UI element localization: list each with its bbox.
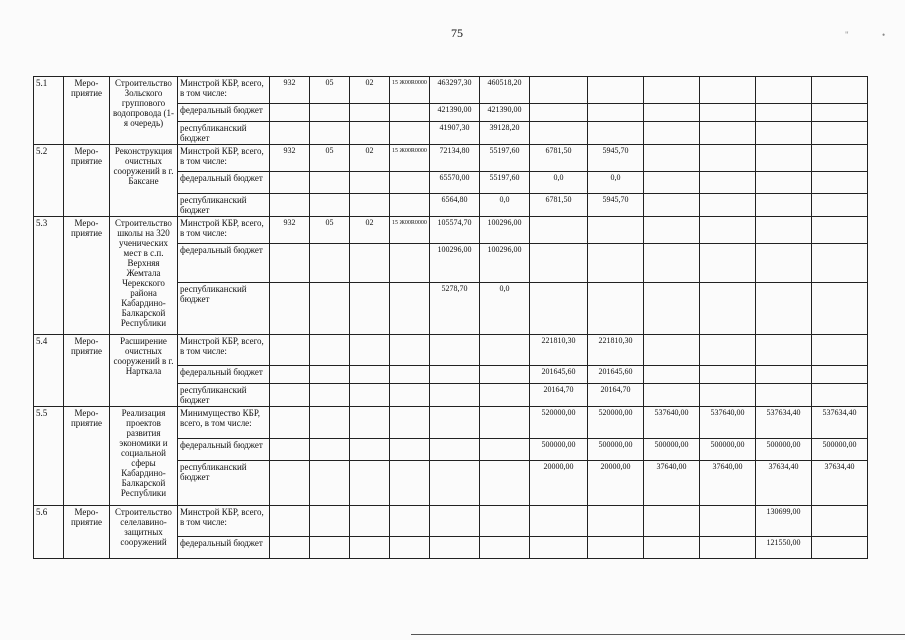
amount-cell: 221810,30 (530, 335, 588, 366)
amount-cell (644, 335, 700, 366)
amount-cell (644, 244, 700, 283)
amount-cell: 0,0 (480, 194, 530, 217)
amount-cell (812, 384, 868, 407)
amount-cell (756, 366, 812, 384)
amount-cell: 520000,00 (530, 407, 588, 439)
amount-cell (430, 384, 480, 407)
measure-name: Реализация проектов развития экономики и социальной сферы Кабардино-Балкарской Республики (110, 407, 178, 506)
amount-cell (644, 537, 700, 559)
section-code (310, 122, 350, 145)
subsection-code (350, 366, 390, 384)
amount-cell: 221810,30 (588, 335, 644, 366)
subsection-code (350, 104, 390, 122)
section-code (310, 384, 350, 407)
amount-cell (700, 283, 756, 335)
amount-cell (812, 145, 868, 172)
amount-cell (480, 366, 530, 384)
table-row (34, 335, 868, 366)
amount-cell (812, 537, 868, 559)
amount-cell: 20164,70 (530, 384, 588, 407)
funding-source: федеральный бюджет (178, 537, 270, 559)
amount-cell (756, 122, 812, 145)
measure-type: Меро-приятие (64, 506, 110, 559)
amount-cell (480, 461, 530, 506)
amount-cell: 537640,00 (700, 407, 756, 439)
amount-cell: 201645,60 (530, 366, 588, 384)
amount-cell (812, 283, 868, 335)
amount-cell (644, 283, 700, 335)
amount-cell (588, 77, 644, 104)
amount-cell (700, 77, 756, 104)
amount-cell (530, 244, 588, 283)
amount-cell (812, 217, 868, 244)
section-code (310, 335, 350, 366)
amount-cell: 6781,50 (530, 194, 588, 217)
amount-cell: 37634,40 (812, 461, 868, 506)
table-row (34, 145, 868, 172)
target-article-code (390, 407, 430, 439)
budget-table (33, 76, 868, 559)
amount-cell: 20164,70 (588, 384, 644, 407)
amount-cell (756, 384, 812, 407)
target-article-code (390, 122, 430, 145)
amount-cell (644, 366, 700, 384)
grbs-code (270, 104, 310, 122)
funding-source: Минимущество КБР, всего, в том числе: (178, 407, 270, 439)
subsection-code (350, 172, 390, 194)
amount-cell (700, 335, 756, 366)
amount-cell: 39128,20 (480, 122, 530, 145)
bottom-edge-line (411, 634, 905, 635)
amount-cell: 500000,00 (588, 439, 644, 461)
funding-source: Минстрой КБР, всего, в том числе: (178, 217, 270, 244)
amount-cell (588, 122, 644, 145)
target-article-code: 15 Ж00R0000 (390, 77, 430, 104)
target-article-code (390, 537, 430, 559)
amount-cell: 460518,20 (480, 77, 530, 104)
amount-cell (530, 122, 588, 145)
grbs-code: 932 (270, 217, 310, 244)
amount-cell: 500000,00 (700, 439, 756, 461)
amount-cell (480, 537, 530, 559)
amount-cell (588, 217, 644, 244)
subsection-code: 02 (350, 217, 390, 244)
amount-cell: 500000,00 (530, 439, 588, 461)
amount-cell (530, 537, 588, 559)
grbs-code (270, 384, 310, 407)
amount-cell: 537634,40 (812, 407, 868, 439)
subsection-code (350, 194, 390, 217)
table-row (34, 407, 868, 439)
section-code (310, 283, 350, 335)
subsection-code (350, 461, 390, 506)
amount-cell (700, 506, 756, 537)
amount-cell (644, 384, 700, 407)
amount-cell: 0,0 (530, 172, 588, 194)
measure-name: Строительство селелавино-защитных сооружений (110, 506, 178, 559)
measure-type: Меро-приятие (64, 217, 110, 335)
subsection-code (350, 407, 390, 439)
amount-cell (588, 537, 644, 559)
amount-cell: 5945,70 (588, 145, 644, 172)
amount-cell: 41907,30 (430, 122, 480, 145)
amount-cell (530, 104, 588, 122)
amount-cell (700, 122, 756, 145)
funding-source: Минстрой КБР, всего, в том числе: (178, 335, 270, 366)
amount-cell: 121550,00 (756, 537, 812, 559)
subsection-code (350, 537, 390, 559)
grbs-code (270, 461, 310, 506)
funding-source: республиканский бюджет (178, 283, 270, 335)
amount-cell: 6564,80 (430, 194, 480, 217)
amount-cell: 537634,40 (756, 407, 812, 439)
section-code (310, 172, 350, 194)
amount-cell (812, 104, 868, 122)
amount-cell: 100296,00 (430, 244, 480, 283)
amount-cell (812, 172, 868, 194)
target-article-code (390, 172, 430, 194)
funding-source: республиканский бюджет (178, 384, 270, 407)
measure-name: Строительство Зольского группового водопровода (1-я очередь) (110, 77, 178, 145)
amount-cell (756, 104, 812, 122)
amount-cell: 0,0 (480, 283, 530, 335)
measure-number: 5.6 (34, 506, 64, 559)
target-article-code (390, 244, 430, 283)
amount-cell: 130699,00 (756, 506, 812, 537)
funding-source: Минстрой КБР, всего, в том числе: (178, 506, 270, 537)
amount-cell (480, 407, 530, 439)
section-code (310, 104, 350, 122)
measure-name: Строительство школы на 320 ученических мест в с.п. Верхняя Жемтала Черекского района Кабардино-Балкарской Республики (110, 217, 178, 335)
funding-source: федеральный бюджет (178, 366, 270, 384)
amount-cell (812, 194, 868, 217)
amount-cell (430, 407, 480, 439)
measure-number: 5.3 (34, 217, 64, 335)
amount-cell (644, 122, 700, 145)
target-article-code (390, 194, 430, 217)
amount-cell (588, 244, 644, 283)
target-article-code (390, 384, 430, 407)
grbs-code (270, 172, 310, 194)
amount-cell (756, 194, 812, 217)
section-code: 05 (310, 145, 350, 172)
funding-source: Минстрой КБР, всего, в том числе: (178, 145, 270, 172)
amount-cell (756, 217, 812, 244)
measure-type: Меро-приятие (64, 335, 110, 407)
measure-type: Меро-приятие (64, 77, 110, 145)
amount-cell (700, 104, 756, 122)
grbs-code (270, 439, 310, 461)
amount-cell: 5278,70 (430, 283, 480, 335)
amount-cell (480, 439, 530, 461)
amount-cell: 20000,00 (530, 461, 588, 506)
target-article-code (390, 335, 430, 366)
amount-cell (530, 77, 588, 104)
grbs-code (270, 244, 310, 283)
measure-name: Расширение очистных сооружений в г. Нарткала (110, 335, 178, 407)
subsection-code (350, 244, 390, 283)
amount-cell (480, 384, 530, 407)
subsection-code: 02 (350, 145, 390, 172)
section-code: 05 (310, 217, 350, 244)
measure-number: 5.4 (34, 335, 64, 407)
amount-cell (644, 77, 700, 104)
subsection-code: 02 (350, 77, 390, 104)
amount-cell (588, 104, 644, 122)
amount-cell (644, 217, 700, 244)
amount-cell (756, 172, 812, 194)
amount-cell: 37640,00 (644, 461, 700, 506)
amount-cell: 37640,00 (700, 461, 756, 506)
amount-cell (588, 506, 644, 537)
amount-cell (480, 335, 530, 366)
amount-cell (644, 506, 700, 537)
amount-cell: 500000,00 (644, 439, 700, 461)
amount-cell: 55197,60 (480, 172, 530, 194)
amount-cell (588, 283, 644, 335)
amount-cell (530, 217, 588, 244)
section-code (310, 244, 350, 283)
amount-cell (644, 145, 700, 172)
target-article-code (390, 461, 430, 506)
grbs-code (270, 335, 310, 366)
measure-number: 5.5 (34, 407, 64, 506)
target-article-code (390, 104, 430, 122)
amount-cell (756, 145, 812, 172)
target-article-code: 15 Ж00R0000 (390, 145, 430, 172)
amount-cell: 6781,50 (530, 145, 588, 172)
amount-cell: 520000,00 (588, 407, 644, 439)
amount-cell: 463297,30 (430, 77, 480, 104)
amount-cell (644, 172, 700, 194)
amount-cell: 500000,00 (812, 439, 868, 461)
funding-source: республиканский бюджет (178, 194, 270, 217)
section-code (310, 366, 350, 384)
grbs-code (270, 283, 310, 335)
measure-number: 5.2 (34, 145, 64, 217)
amount-cell: 421390,00 (480, 104, 530, 122)
amount-cell (644, 104, 700, 122)
table-row (34, 217, 868, 244)
amount-cell: 5945,70 (588, 194, 644, 217)
page-number: 75 (451, 26, 463, 40)
grbs-code (270, 122, 310, 145)
section-code (310, 439, 350, 461)
amount-cell: 201645,60 (588, 366, 644, 384)
amount-cell (812, 122, 868, 145)
grbs-code: 932 (270, 145, 310, 172)
funding-source: федеральный бюджет (178, 104, 270, 122)
amount-cell: 100296,00 (480, 217, 530, 244)
amount-cell (812, 335, 868, 366)
funding-source: республиканский бюджет (178, 122, 270, 145)
amount-cell (756, 77, 812, 104)
amount-cell (756, 283, 812, 335)
amount-cell: 105574,70 (430, 217, 480, 244)
grbs-code (270, 366, 310, 384)
table-row (34, 77, 868, 104)
grbs-code (270, 194, 310, 217)
amount-cell (700, 194, 756, 217)
section-code (310, 461, 350, 506)
section-code (310, 537, 350, 559)
target-article-code (390, 283, 430, 335)
amount-cell: 72134,80 (430, 145, 480, 172)
target-article-code: 15 Ж00R0000 (390, 217, 430, 244)
target-article-code (390, 366, 430, 384)
amount-cell: 421390,00 (430, 104, 480, 122)
grbs-code (270, 506, 310, 537)
section-code: 05 (310, 77, 350, 104)
amount-cell (530, 506, 588, 537)
amount-cell (700, 217, 756, 244)
subsection-code (350, 384, 390, 407)
funding-source: республиканский бюджет (178, 461, 270, 506)
amount-cell (430, 366, 480, 384)
amount-cell: 37634,40 (756, 461, 812, 506)
section-code (310, 194, 350, 217)
scan-mark-1: " (845, 30, 849, 40)
amount-cell (430, 439, 480, 461)
scan-mark-2: • (882, 30, 886, 40)
subsection-code (350, 122, 390, 145)
amount-cell (700, 244, 756, 283)
table-row (34, 506, 868, 537)
amount-cell (530, 283, 588, 335)
measure-type: Меро-приятие (64, 407, 110, 506)
amount-cell (430, 537, 480, 559)
subsection-code (350, 439, 390, 461)
amount-cell (644, 194, 700, 217)
funding-source: федеральный бюджет (178, 439, 270, 461)
grbs-code: 932 (270, 77, 310, 104)
amount-cell (812, 77, 868, 104)
amount-cell: 0,0 (588, 172, 644, 194)
amount-cell: 537640,00 (644, 407, 700, 439)
amount-cell (430, 335, 480, 366)
measure-name: Реконструкция очистных сооружений в г. Баксане (110, 145, 178, 217)
measure-number: 5.1 (34, 77, 64, 145)
grbs-code (270, 407, 310, 439)
amount-cell (700, 145, 756, 172)
amount-cell (700, 172, 756, 194)
amount-cell: 55197,60 (480, 145, 530, 172)
grbs-code (270, 537, 310, 559)
subsection-code (350, 335, 390, 366)
amount-cell (700, 384, 756, 407)
funding-source: федеральный бюджет (178, 172, 270, 194)
amount-cell (812, 244, 868, 283)
amount-cell (812, 506, 868, 537)
funding-source: федеральный бюджет (178, 244, 270, 283)
subsection-code (350, 283, 390, 335)
amount-cell (700, 366, 756, 384)
funding-source: Минстрой КБР, всего, в том числе: (178, 77, 270, 104)
amount-cell (756, 335, 812, 366)
amount-cell (812, 366, 868, 384)
target-article-code (390, 506, 430, 537)
amount-cell: 65570,00 (430, 172, 480, 194)
section-code (310, 407, 350, 439)
target-article-code (390, 439, 430, 461)
amount-cell (430, 506, 480, 537)
amount-cell: 20000,00 (588, 461, 644, 506)
amount-cell: 100296,00 (480, 244, 530, 283)
amount-cell (430, 461, 480, 506)
amount-cell (756, 244, 812, 283)
amount-cell (480, 506, 530, 537)
subsection-code (350, 506, 390, 537)
amount-cell: 500000,00 (756, 439, 812, 461)
measure-type: Меро-приятие (64, 145, 110, 217)
amount-cell (700, 537, 756, 559)
section-code (310, 506, 350, 537)
